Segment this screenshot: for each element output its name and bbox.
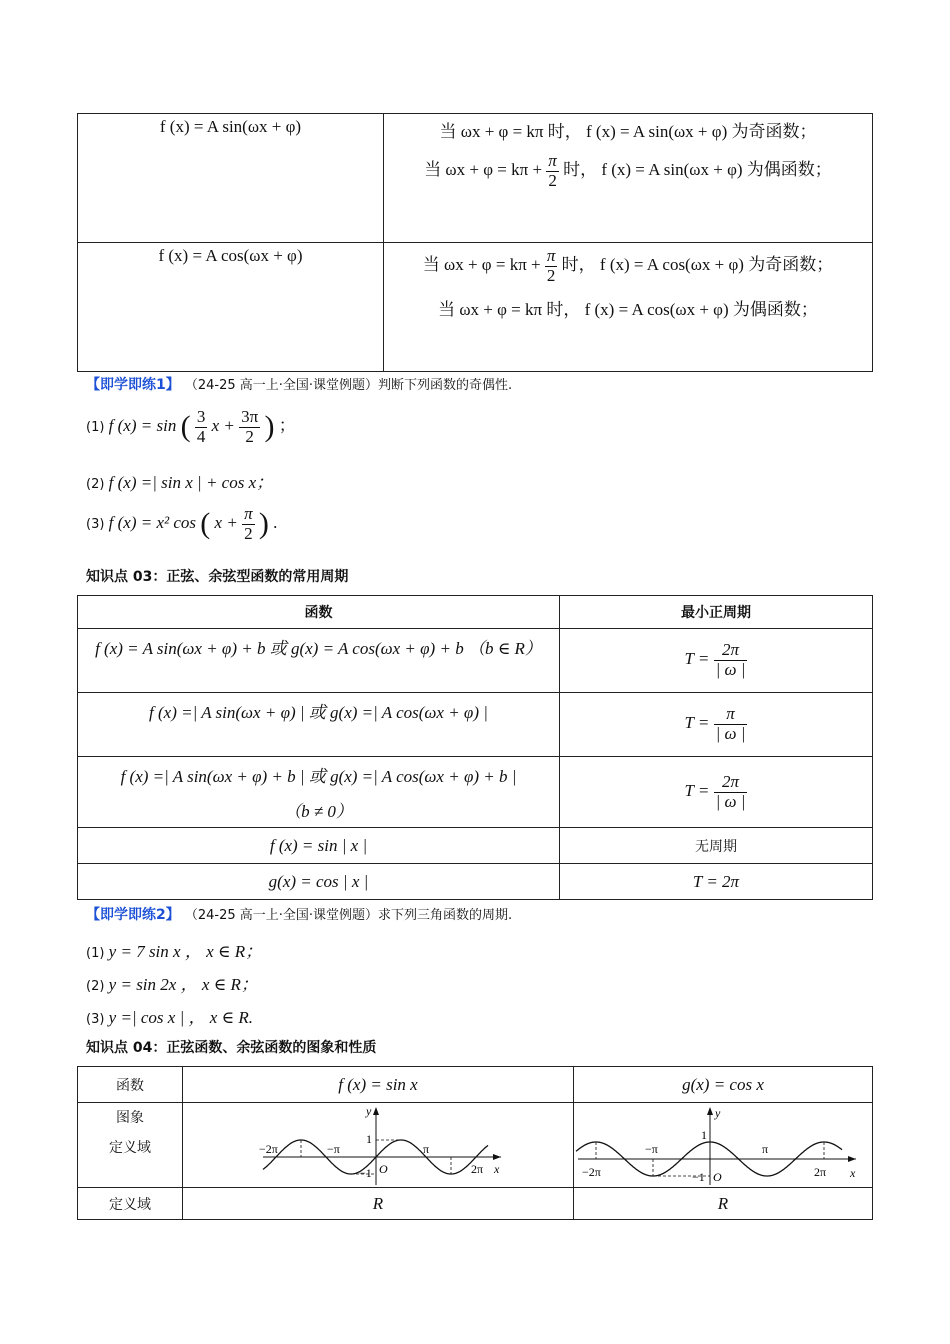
- sin-header: f (x) = sin x: [183, 1067, 574, 1103]
- sin-domain: R: [183, 1188, 574, 1220]
- practice2-item-1: (1) y = 7 sin x ， x ∈ R；: [86, 942, 263, 961]
- sin-graph: [183, 1103, 573, 1187]
- label-neg2pi: −2π: [259, 1142, 278, 1156]
- label-neg2pi: −2π: [582, 1165, 601, 1179]
- period-head-period: 最小正周期: [560, 596, 873, 629]
- label-y: y: [715, 1106, 721, 1120]
- label-twopi: 2π: [814, 1165, 827, 1179]
- practice2-item-2: (2) y = sin 2x ， x ∈ R；: [86, 975, 258, 994]
- practice2-header: 【即学即练2】 （24-25 高一上·全国·课堂例题）求下列三角函数的周期.: [86, 907, 513, 923]
- y-axis-arrow: [707, 1107, 713, 1115]
- period-row-func: f (x) =| A sin(ωx + φ) + b | 或 g(x) =| A cos(ωx + φ) + b | （b ≠ 0）: [78, 757, 560, 828]
- practice1-item-3: (3) f (x) = x² cos ( x + $\frac{\pi}{2}$ ) .: [86, 504, 278, 543]
- graph-row-label: 图象 定义域: [78, 1103, 183, 1188]
- fraction: $\frac{\pi}{2}$: [548, 151, 557, 190]
- parity-row-sin-func: f (x) = A sin(ωx + φ): [78, 114, 384, 243]
- parity-row-cos-func: f (x) = A cos(ωx + φ): [78, 243, 384, 372]
- x-axis-arrow: [493, 1154, 501, 1160]
- label-neg1: −1: [692, 1170, 705, 1184]
- period-row-value: T = $\frac{2\pi}{| \omega |}$: [560, 629, 873, 693]
- period-row-value: 无周期: [560, 828, 873, 864]
- label-pi: π: [762, 1142, 769, 1156]
- practice2-item-3: (3) y =| cos x | ， x ∈ R.: [86, 1008, 254, 1027]
- label-negpi: −π: [645, 1142, 658, 1156]
- practice1-item-1: (1) f (x) = sin ( $\frac{3}{4}$ x + $\frac{3\pi}{2}$ ) ；: [86, 407, 296, 446]
- period-row-func: f (x) =| A sin(ωx + φ) | 或 g(x) =| A cos(ωx + φ) |: [78, 693, 560, 757]
- cos-domain: R: [574, 1188, 873, 1220]
- sin-graph-cell: [183, 1103, 574, 1188]
- cos-graph: [574, 1103, 872, 1187]
- period-row-func: f (x) = A sin(ωx + φ) + b 或 g(x) = A cos(ωx + φ) + b （b ∈ R）: [78, 629, 560, 693]
- cos-header: g(x) = cos x: [574, 1067, 873, 1103]
- parity-table: [77, 113, 873, 372]
- parity-row-sin-cond: 当 ωx + φ = kπ 时， f (x) = A sin(ωx + φ) 为奇函数； 当 ωx + φ = kπ + $\frac{\pi}{2}$ 时， f (x) = A sin(ωx + φ) 为偶函数；: [384, 114, 873, 243]
- label-twopi: 2π: [471, 1162, 484, 1176]
- label-x: x: [494, 1162, 500, 1176]
- period-row-value: T = $\frac{\pi}{| \omega |}$: [560, 693, 873, 757]
- period-row-func: g(x) = cos | x |: [78, 864, 560, 900]
- kp04-title: 知识点 04：正弦函数、余弦函数的图象和性质: [86, 1040, 377, 1056]
- label-o: O: [713, 1170, 722, 1184]
- label-o: O: [379, 1162, 388, 1176]
- label-one: 1: [366, 1132, 372, 1146]
- period-row-func: f (x) = sin | x |: [78, 828, 560, 864]
- x-axis-arrow: [848, 1156, 856, 1162]
- domain-label: 定义域: [78, 1188, 183, 1220]
- period-row-value: T = $\frac{2\pi}{| \omega |}$: [560, 757, 873, 828]
- period-table: [77, 595, 873, 900]
- kp03-title: 知识点 03：正弦、余弦型函数的常用周期: [86, 569, 349, 585]
- fraction: $\frac{\pi}{2}$: [546, 246, 556, 285]
- parity-row-cos-cond: 当 ωx + φ = kπ + $\frac{\pi}{2}$ 时， f (x) = A cos(ωx + φ) 为奇函数； 当 ωx + φ = kπ 时， f (x) = A cos(ωx + φ) 为偶函数；: [384, 243, 873, 372]
- graph-table: [77, 1066, 873, 1220]
- label-negpi: −π: [327, 1142, 340, 1156]
- label-pi: π: [423, 1142, 430, 1156]
- y-axis-arrow: [373, 1107, 379, 1115]
- graph-col-label: 函数: [78, 1067, 183, 1103]
- cos-graph-cell: [574, 1103, 873, 1188]
- practice1-header: 【即学即练1】 （24-25 高一上·全国·课堂例题）判断下列函数的奇偶性.: [86, 377, 513, 393]
- label-one: 1: [701, 1128, 707, 1142]
- label-y: y: [366, 1104, 372, 1118]
- period-row-value: T = 2π: [560, 864, 873, 900]
- period-head-func: 函数: [78, 596, 560, 629]
- practice1-item-2: (2) f (x) =| sin x | + cos x；: [86, 473, 274, 492]
- label-neg1: −1: [359, 1166, 372, 1180]
- label-x: x: [850, 1166, 856, 1180]
